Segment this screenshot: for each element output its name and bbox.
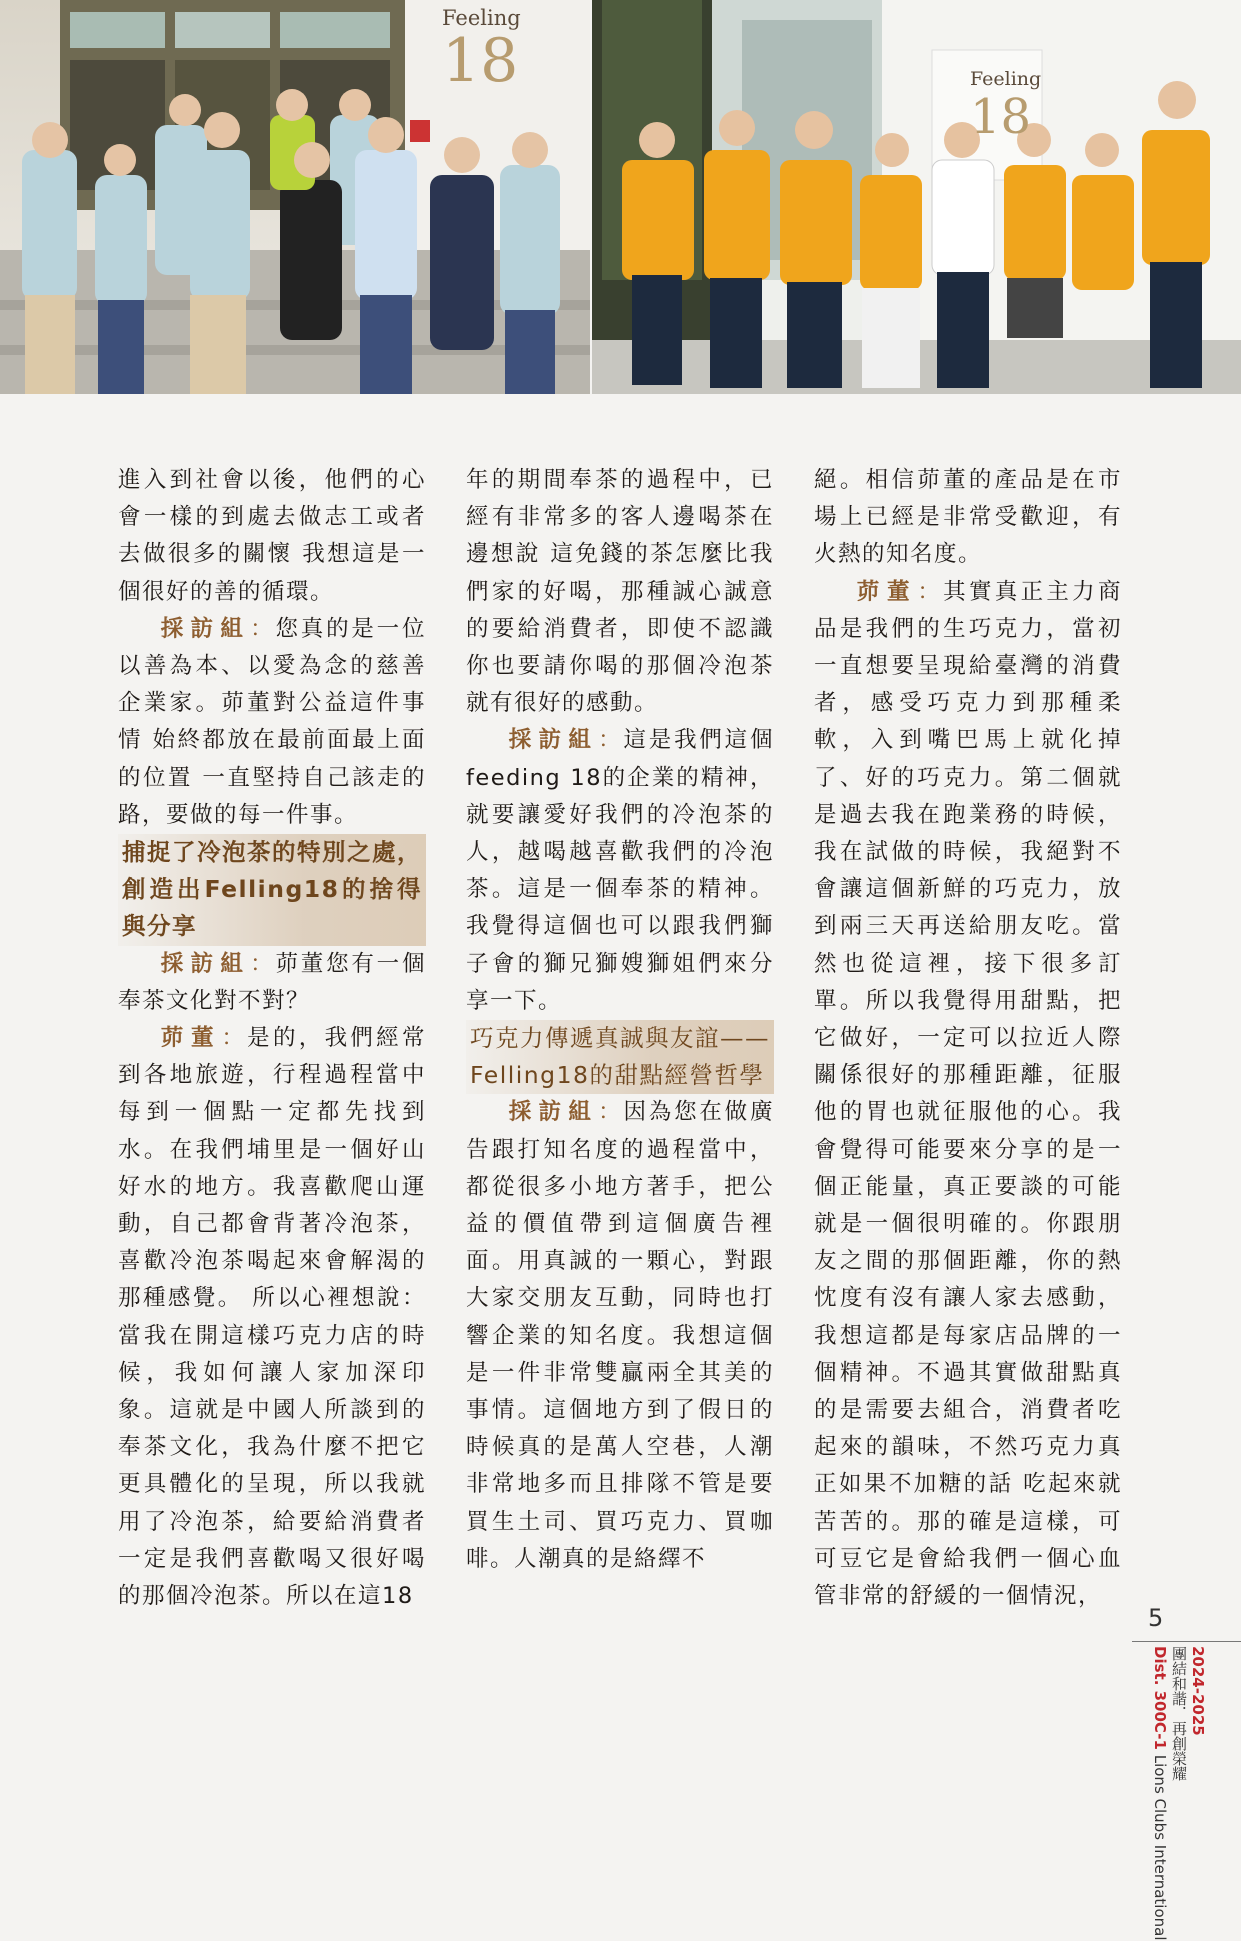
motto-label: 團結和諧．再創榮耀 (1170, 1646, 1188, 1781)
magazine-side-strip (1150, 1646, 1207, 1941)
district-label: Dist. 300C-1 (1151, 1646, 1169, 1750)
lions-club-group-photo (592, 0, 1241, 394)
dialog-text: 其實真正主力商品是我們的生巧克力，當初一直想要呈現給臺灣的消費者，感受巧克力到那種柔軟，入到嘴巴馬上就化掉了、好的巧克力。第二個就是過去我在跑業務的時候，我在試做的時候，我絕對不會讓這個新鮮的巧克力，放到兩三天再送給朋友吃。當然也從這裡，接下很多訂單。所以我覺得用甜點，把它做好，一定可以拉近人際關係很好的那種距離，征服他的胃也就征服他的心。我會覺得可能要來分享的是一個正能量，真正要談的可能就是一個很明確的。你跟朋友之間的那個距離，你的熱忱度有沒有讓人家去感動，我想這都是每家店品牌的一個精神。不過其實做甜點真的是需要去組合，消費者吃起來的韻味，不然巧克力真正如果不加糖的話 吃起來就苦苦的。那的確是這樣，可可豆它是會給我們一個心血管非常的舒緩的一個情況， (814, 578, 1122, 1610)
speaker-label: 採訪組 (508, 1099, 599, 1126)
sign-number: 18 (970, 89, 1032, 145)
speaker-colon: ： (250, 950, 276, 977)
dialog-paragraph (466, 1094, 774, 1578)
speaker-colon: ： (598, 1099, 624, 1126)
speaker-label: 採訪組 (160, 950, 251, 977)
speaker-colon: ： (221, 1025, 248, 1052)
storefront-sign (970, 68, 1042, 145)
article-column-3 (814, 462, 1122, 1615)
storefront-sign (442, 6, 521, 96)
speaker-label: 採訪組 (508, 727, 599, 754)
dialog-text: 您真的是一位以善為本、以愛為念的慈善企業家。茆董對公益這件事情 始終都放在最前面最上面的位置 一直堅持自己該走的路，要做的每一件事。 (118, 615, 426, 828)
dialog-text: 茆董您有一個奉茶文化對不對？ (118, 950, 426, 1014)
sign-number: 18 (442, 26, 519, 96)
sign-text: Feeling (442, 6, 521, 30)
body-paragraph: 絕。相信茆董的產品是在市場上已經是非常受歡迎，有火熱的知名度。 (814, 467, 1122, 568)
speaker-colon: ： (250, 615, 276, 642)
dialog-text: 是的，我們經常到各地旅遊，行程過程當中每到一個點一定都先找到水。在我們埔里是一個好山好水的地方。我喜歡爬山運動，自己都會背著冷泡茶，喜歡冷泡茶喝起來會解渴的那種感覺。 所以心裡想說：當我在開這樣巧克力店的時候，我如何讓人家加深印象。這就是中國人所談到的奉茶文化，我為什麼不把它更具體化的呈現，所以我就用了冷泡茶，給要給消費者一定是我們喜歡喝又很好喝的那個冷泡茶。所以在這18 (118, 1025, 426, 1610)
speaker-colon: ： (598, 727, 624, 754)
article-column-2 (466, 462, 774, 1578)
page-number: 5 (1148, 1604, 1164, 1632)
org-label: Lions Clubs International (1151, 1754, 1169, 1941)
dialog-text: 這是我們這個 feeding 18的企業的精神，就要讓愛好我們的冷泡茶的人，越喝越喜歡我們的冷泡茶。這是一個奉茶的精神。我覺得這個也可以跟我們獅子會的獅兄獅嫂獅姐們來分享一下。 (466, 727, 774, 1014)
section-heading: 捕捉了冷泡茶的特別之處，創造出Felling18的捨得與分享 (118, 834, 426, 946)
dialog-paragraph (118, 1020, 426, 1615)
dialog-text: 因為您在做廣告跟打知名度的過程當中，都從很多小地方著手，把公益的價值帶到這個廣告裡面。用真誠的一顆心，對跟大家交朋友互動，同時也打響企業的知名度。我想這個是一件非常雙贏兩全其美的事情。這個地方到了假日的時候真的是萬人空巷，人潮非常地多而且排隊不管是要買生土司、買巧克力、買咖啡。人潮真的是絡繹不 (466, 1099, 774, 1572)
article-column-1 (118, 462, 426, 1615)
speaker-colon: ： (917, 578, 944, 605)
dialog-paragraph (466, 722, 774, 1020)
photo-group-left (0, 0, 590, 394)
speaker-label: 採訪組 (160, 615, 251, 642)
speaker-label: 茆董 (160, 1025, 222, 1052)
dialog-paragraph (118, 611, 426, 834)
years-label: 2024-2025 (1189, 1646, 1207, 1736)
section-heading: 巧克力傳遞真誠與友誼——Felling18的甜點經營哲學 (466, 1020, 774, 1094)
body-paragraph: 年的期間奉茶的過程中，已經有非常多的客人邊喝茶在邊想說 這免錢的茶怎麼比我們家的好喝，那種誠心誠意的要給消費者，即使不認識你也要請你喝的那個冷泡茶就有很好的感動。 (466, 467, 774, 717)
photo-group-right (592, 0, 1241, 394)
speaker-label: 茆董 (856, 578, 918, 605)
side-divider (1132, 1641, 1241, 1642)
body-paragraph: 進入到社會以後，他們的心會一樣的到處去做志工或者去做很多的關懷 我想這是一個很好的善的循環。 (118, 467, 426, 605)
sign-text: Feeling (970, 68, 1042, 90)
dialog-paragraph (118, 946, 426, 1020)
dialog-paragraph (814, 574, 1122, 1616)
